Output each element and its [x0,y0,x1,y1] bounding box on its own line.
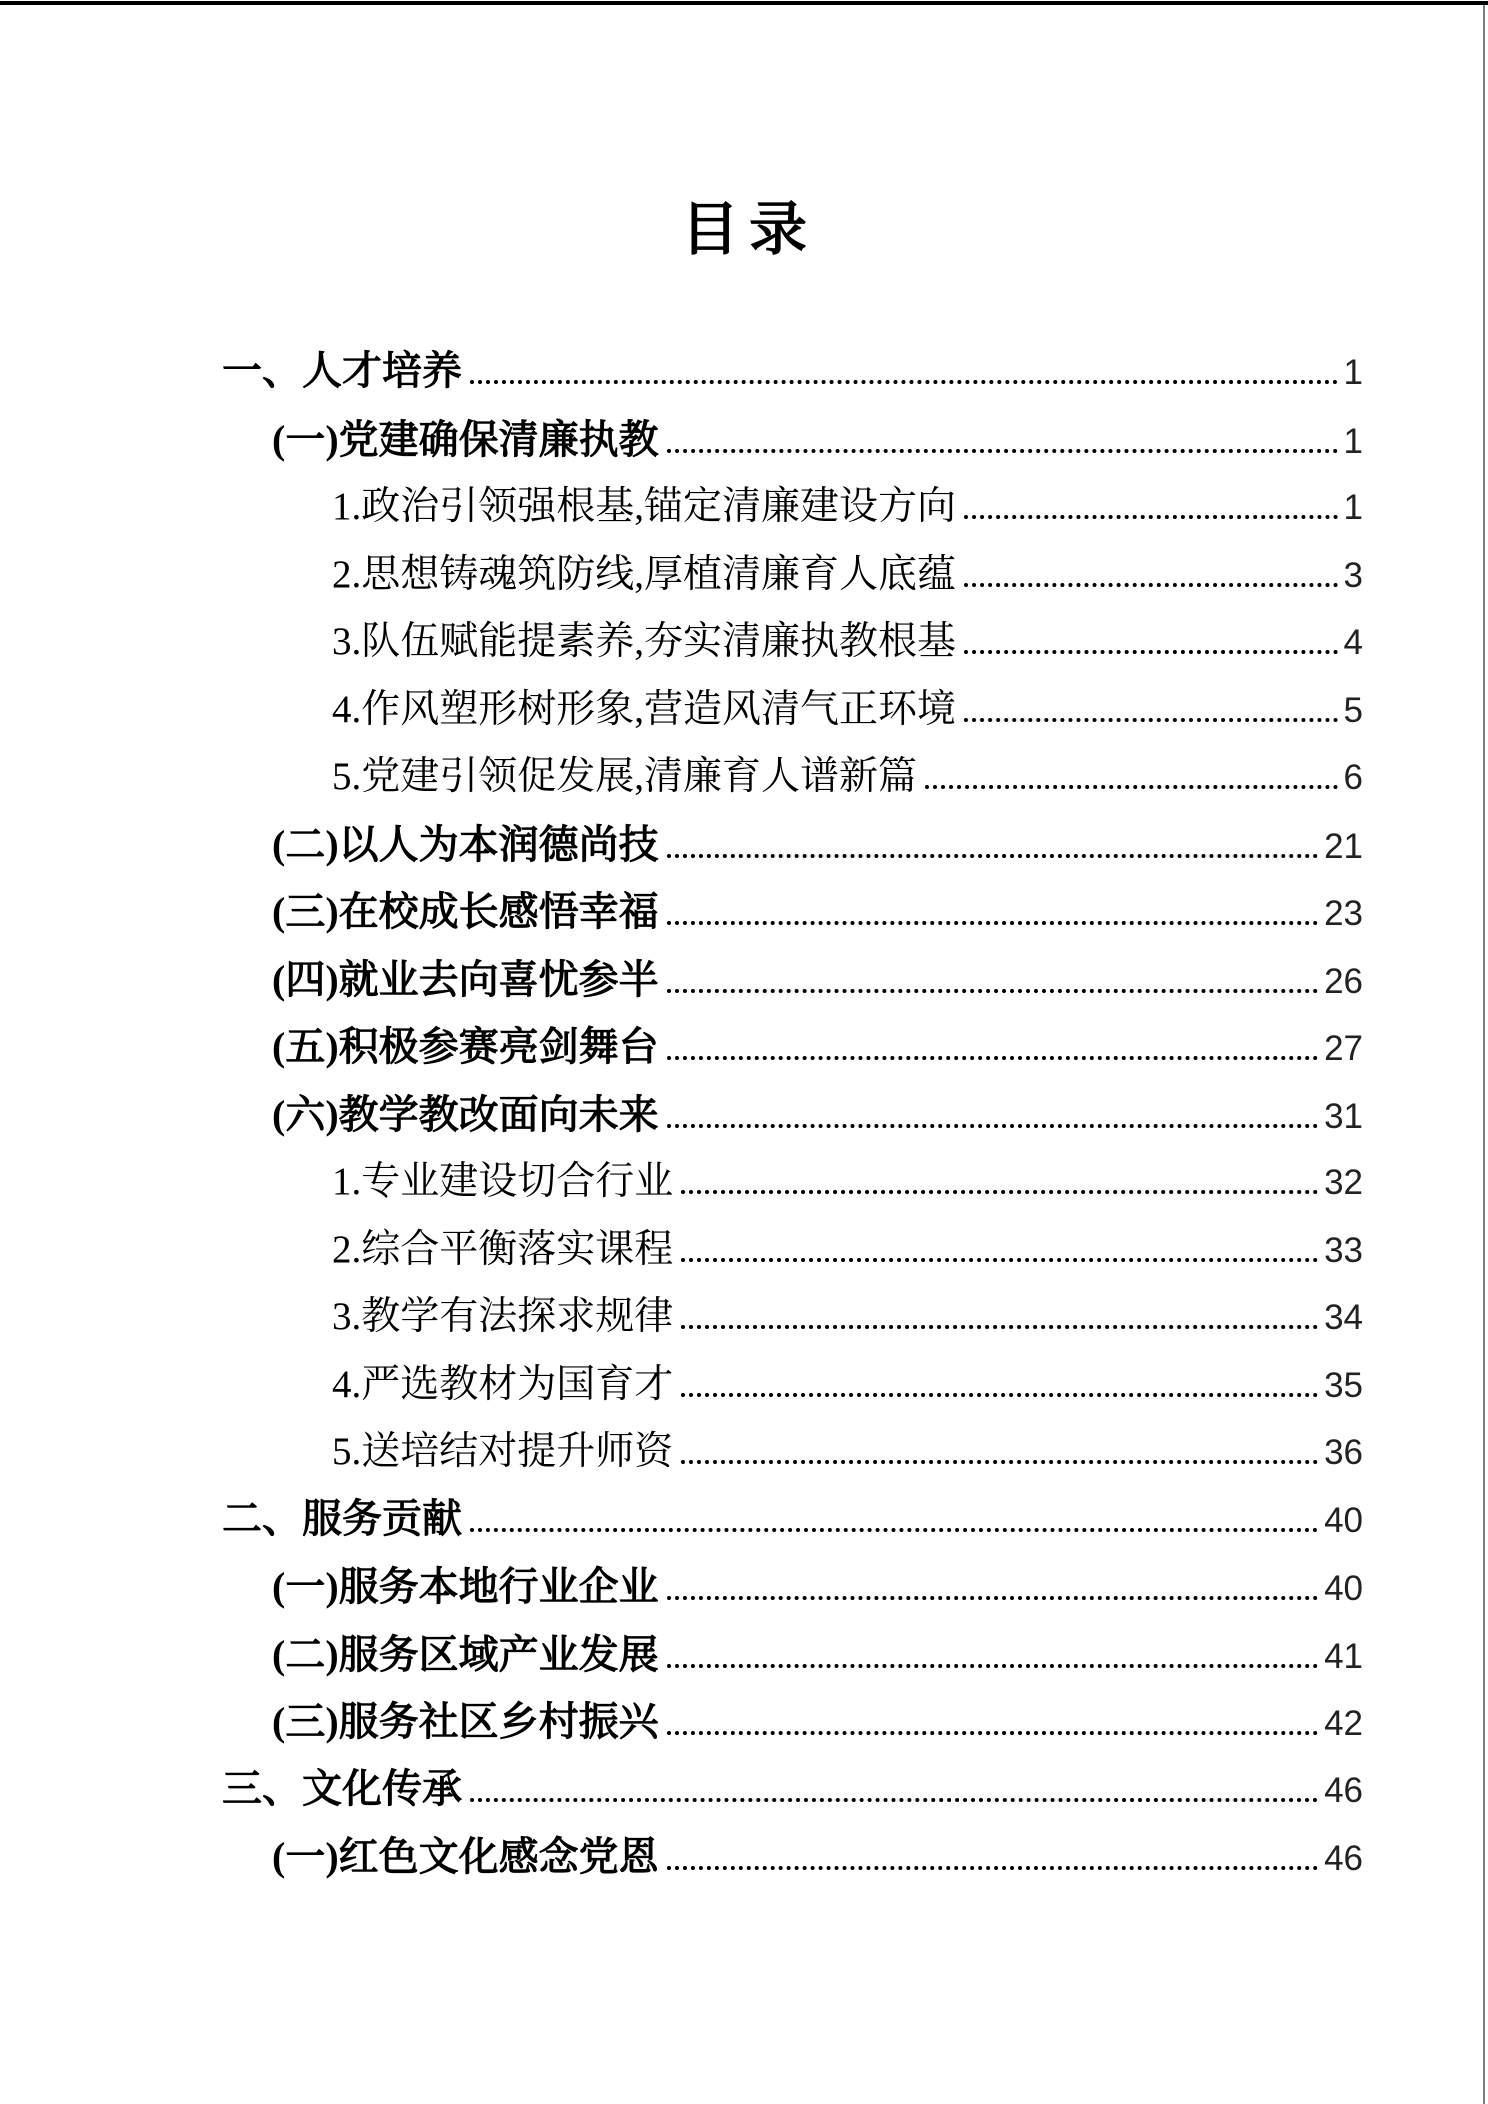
dot-leader [964,718,1338,722]
toc-entry-label: 4.严选教材为国育才 [332,1362,674,1406]
toc-entry-page-number: 33 [1324,1230,1363,1270]
dot-leader [667,1056,1318,1060]
toc-entry[interactable] [222,1216,1363,1284]
page-top-edge-bar [0,1,1488,5]
toc-entry-page-number: 46 [1324,1839,1363,1878]
toc-entry[interactable] [222,473,1363,541]
toc-entry[interactable] [222,1553,1363,1621]
toc-entry-label: (三)在校成长感悟幸福 [272,889,659,934]
dot-leader [964,650,1338,654]
toc-entry-page-number: 31 [1324,1096,1363,1136]
toc-list [222,338,1363,1891]
toc-entry-label: 一、人才培养 [222,349,462,393]
toc-entry-page-number: 32 [1324,1163,1363,1202]
toc-entry-page-number: 42 [1324,1704,1363,1743]
dot-leader [681,1258,1318,1262]
toc-entry[interactable] [222,1621,1363,1689]
toc-entry-page-number: 41 [1324,1636,1363,1676]
toc-entry-label: 2.思想铸魂筑防线,厚植清廉育人底蕴 [332,552,957,596]
toc-entry-label: (六)教学教改面向未来 [272,1091,659,1137]
toc-entry-page-number: 4 [1343,623,1363,662]
dot-leader [964,515,1338,519]
toc-entry-label: 二、服务贡献 [222,1496,462,1541]
toc-entry[interactable] [222,743,1363,811]
dot-leader [681,1393,1318,1397]
toc-entry[interactable] [222,1823,1363,1891]
toc-entry[interactable] [222,1148,1363,1216]
toc-entry-page-number: 36 [1324,1433,1363,1472]
toc-entry-label: (一)红色文化感念党恩 [272,1834,659,1879]
toc-entry-page-number: 23 [1324,894,1363,933]
toc-entry-label: (二)服务区域产业发展 [272,1631,659,1677]
toc-entry[interactable] [222,811,1363,879]
page-title: 目录 [680,197,817,262]
toc-entry[interactable] [222,406,1363,474]
dot-leader [470,1798,1318,1802]
toc-entry-label: (二)以人为本润德尚技 [272,821,659,867]
toc-entry-page-number: 1 [1343,488,1363,527]
toc-entry[interactable] [222,338,1363,406]
toc-entry-page-number: 1 [1343,353,1363,392]
toc-entry-label: (三)服务社区乡村振兴 [272,1699,659,1744]
dot-leader [470,380,1338,384]
toc-entry-page-number: 3 [1343,555,1363,595]
toc-entry[interactable] [222,1283,1363,1351]
dot-leader [925,785,1338,789]
toc-entry[interactable] [222,1486,1363,1554]
toc-entry[interactable] [222,1351,1363,1419]
toc-entry[interactable] [222,608,1363,676]
toc-entry[interactable] [222,1081,1363,1149]
toc-entry-label: (一)党建确保清廉执教 [272,416,659,462]
toc-entry[interactable] [222,1756,1363,1824]
toc-entry[interactable] [222,1418,1363,1486]
dot-leader [667,989,1318,993]
toc-entry-page-number: 40 [1324,1569,1363,1608]
toc-entry[interactable] [222,1688,1363,1756]
page-right-edge-line [1483,5,1485,2104]
toc-entry-label: 三、文化传承 [222,1766,462,1811]
dot-leader [667,1124,1318,1128]
dot-leader [667,1731,1318,1735]
dot-leader [667,921,1318,925]
toc-entry[interactable] [222,676,1363,744]
dot-leader [681,1460,1318,1464]
toc-entry-page-number: 34 [1324,1298,1363,1337]
dot-leader [667,1866,1318,1870]
toc-entry-page-number: 5 [1343,690,1363,730]
dot-leader [667,854,1318,858]
toc-entry-page-number: 35 [1324,1365,1363,1405]
toc-entry-label: (四)就业去向喜忧参半 [272,956,659,1002]
dot-leader [681,1325,1318,1329]
dot-leader [470,1528,1318,1532]
toc-entry-label: 1.政治引领强根基,锚定清廉建设方向 [332,485,957,528]
toc-entry-page-number: 40 [1324,1500,1363,1540]
toc-entry-page-number: 1 [1343,421,1363,461]
toc-entry-page-number: 6 [1343,758,1363,797]
toc-entry[interactable] [222,878,1363,946]
toc-entry-page-number: 27 [1324,1029,1363,1068]
toc-entry[interactable] [222,1013,1363,1081]
dot-leader [667,1596,1318,1600]
toc-entry-page-number: 46 [1324,1770,1363,1810]
toc-entry-label: 3.教学有法探求规律 [332,1295,674,1338]
toc-entry-label: 5.送培结对提升师资 [332,1430,674,1473]
toc-entry-label: (五)积极参赛亮剑舞台 [272,1024,659,1069]
dot-leader [964,583,1338,587]
dot-leader [667,1664,1318,1668]
toc-entry-label: 3.队伍赋能提素养,夯实清廉执教根基 [332,620,957,663]
toc-entry-label: 4.作风塑形树形象,营造风清气正环境 [332,687,957,731]
toc-entry[interactable] [222,541,1363,609]
toc-entry-page-number: 26 [1324,961,1363,1001]
toc-entry[interactable] [222,946,1363,1014]
toc-entry-label: 1.专业建设切合行业 [332,1160,674,1203]
toc-entry-label: (一)服务本地行业企业 [272,1564,659,1609]
dot-leader [667,449,1338,453]
toc-entry-page-number: 21 [1324,826,1363,866]
toc-entry-label: 2.综合平衡落实课程 [332,1227,674,1271]
toc-entry-label: 5.党建引领促发展,清廉育人谱新篇 [332,755,918,798]
dot-leader [681,1190,1318,1194]
